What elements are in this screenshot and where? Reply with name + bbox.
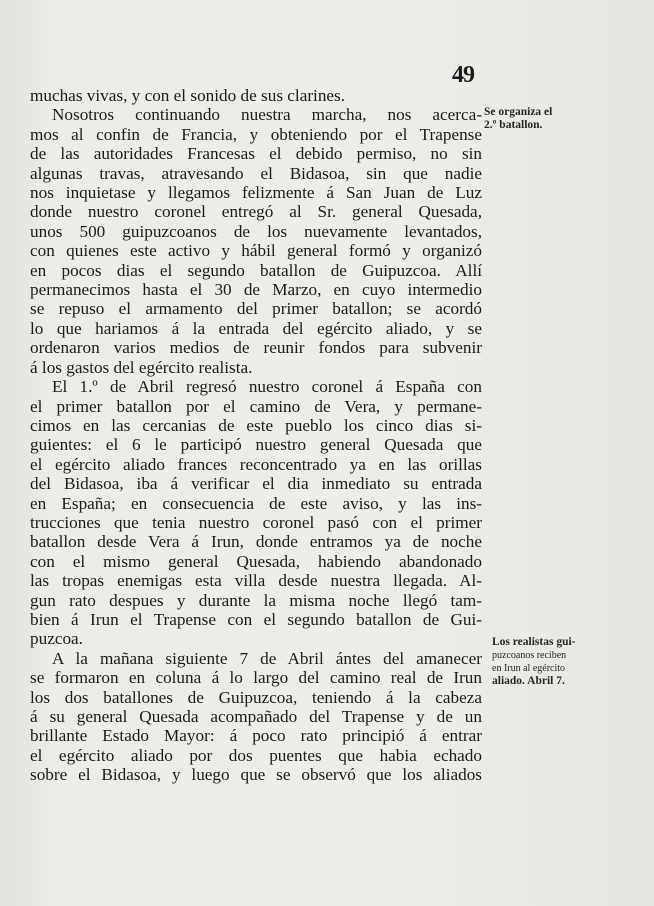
margin-note-line: Los realistas gui- (492, 636, 576, 648)
text-line: brillante Estado Mayor: á poco rato principió á entrar (30, 726, 482, 746)
text-line: mos al confin de Francia, y obteniendo por el Trapense (30, 124, 482, 144)
text-line: del Bidasoa, iba á verificar el dia inmediato su entrada (30, 474, 482, 494)
margin-note-line: 2.º batallon. (484, 119, 543, 131)
text-line: El 1.º de Abril regresó nuestro coronel á España con (52, 377, 482, 397)
text-line: muchas vivas, y con el sonido de sus clarines. (30, 86, 346, 105)
text-line: Nosotros continuando nuestra marcha, nos acerca- (52, 105, 482, 125)
text-line: las tropas enemigas esta villa desde nuestra llegada. Al- (30, 571, 482, 591)
text-line: permanecimos hasta el 30 de Marzo, en cuyo intermedio (30, 280, 482, 300)
margin-note-line: aliado. Abril 7. (492, 675, 565, 687)
margin-note-organiza (484, 106, 552, 132)
text-line: se repuso el armamento del primer batallon; se acordó (30, 299, 482, 319)
text-line: cimos en las cercanias de este pueblo los cinco dias si- (30, 415, 482, 435)
margin-note-line: puzcoanos reciben (492, 650, 567, 661)
margin-note-realistas (492, 636, 576, 688)
text-line: nos inquietase y llegamos felizmente á San Juan de Luz (30, 183, 482, 203)
page-number: 49 (452, 62, 474, 88)
text-line: sobre el Bidasoa, y luego que se observó que los aliados (30, 765, 482, 785)
text-line: con quienes este activo y hábil general formó y organizó (30, 241, 482, 261)
text-line: de las autoridades Francesas el debido permiso, no sin (30, 144, 482, 164)
text-line: el egército aliado por dos puentes que habia echado (30, 745, 482, 765)
text-line: puzcoa. (30, 629, 83, 649)
margin-note-line: en Irun al egército (492, 663, 566, 674)
text-line: el egército aliado frances reconcentrado ya en las orillas (30, 454, 482, 474)
text-line: lo que hariamos á la entrada del egército aliado, y se (30, 318, 482, 338)
margin-note-line: Se organiza el (484, 106, 553, 118)
text-line: el primer batallon por el camino de Vera, y permane- (30, 396, 482, 416)
text-line: gun rato despues y durante la misma noche llegó tam- (30, 590, 482, 610)
text-line: los dos batallones de Guipuzcoa, teniendo á la cabeza (30, 687, 482, 707)
text-line: ordenaron varios medios de reunir fondos para subvenir (30, 338, 482, 358)
text-line: á su general Quesada acompañado del Trapense y de un (30, 707, 482, 726)
text-line: á los gastos del egército realista. (30, 357, 253, 377)
text-line: unos 500 guipuzcoanos de los nuevamente levantados, (30, 221, 482, 241)
text-line: se formaron en coluna á lo largo del camino real de Irun (30, 668, 482, 688)
text-line: en España; en consecuencia de este aviso, y las ins- (30, 493, 482, 513)
text-line: en pocos dias el segundo batallon de Guipuzcoa. Allí (30, 260, 482, 280)
text-line: donde nuestro coronel entregó al Sr. general Quesada, (30, 202, 482, 222)
text-line: trucciones que tenia nuestro coronel pasó con el primer (30, 512, 482, 532)
body-text (30, 86, 482, 785)
text-line: con el mismo general Quesada, habiendo abandonado (30, 551, 482, 571)
text-line: A la mañana siguiente 7 de Abril ántes del amanecer (52, 648, 482, 668)
text-line: guientes: el 6 le participó nuestro general Quesada que (30, 435, 482, 455)
text-line: algunas travas, atravesando el Bidasoa, sin que nadie (30, 163, 482, 183)
text-line: batallon desde Vera á Irun, donde entramos ya de noche (30, 532, 482, 552)
text-line: bien á Irun el Trapense con el segundo batallon de Gui- (30, 609, 482, 629)
